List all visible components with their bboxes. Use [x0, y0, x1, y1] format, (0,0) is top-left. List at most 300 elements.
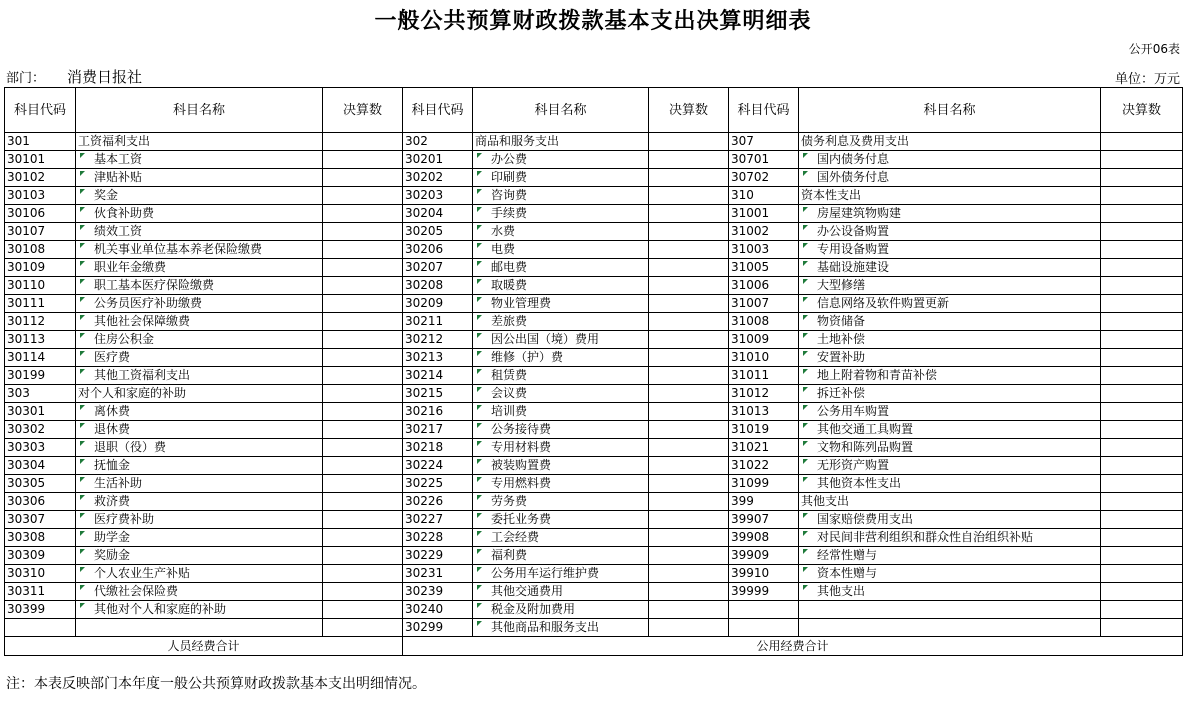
final-amount: [649, 601, 729, 619]
final-amount: [649, 529, 729, 547]
subject-code: 39908: [729, 529, 799, 547]
header-name-2: 科目名称: [473, 88, 649, 133]
table-header-row: [5, 88, 1183, 133]
table-row: [5, 133, 1183, 151]
final-amount: [1101, 529, 1183, 547]
subject-name: 津贴补贴: [76, 169, 323, 187]
subject-name: 办公费: [473, 151, 649, 169]
table-row: [5, 547, 1183, 565]
subject-name: 资本性支出: [799, 187, 1101, 205]
subject-code: 30309: [5, 547, 76, 565]
final-amount: [323, 457, 403, 475]
final-amount: [1101, 331, 1183, 349]
subject-name: 对个人和家庭的补助: [76, 385, 323, 403]
final-amount: [1101, 439, 1183, 457]
subject-name: 其他资本性支出: [799, 475, 1101, 493]
final-amount: [649, 187, 729, 205]
subject-code: 30310: [5, 565, 76, 583]
final-amount: [1101, 619, 1183, 637]
subject-name: 电费: [473, 241, 649, 259]
subject-name: 印刷费: [473, 169, 649, 187]
final-amount: [649, 421, 729, 439]
final-amount: [1101, 259, 1183, 277]
subject-name: 离休费: [76, 403, 323, 421]
subject-code: 30111: [5, 295, 76, 313]
final-amount: [1101, 385, 1183, 403]
subject-code: 30107: [5, 223, 76, 241]
subject-name: 专用燃料费: [473, 475, 649, 493]
subject-name: 救济费: [76, 493, 323, 511]
header-amount-2: 决算数: [649, 88, 729, 133]
final-amount: [1101, 457, 1183, 475]
final-amount: [649, 259, 729, 277]
subject-code: 30215: [403, 385, 473, 403]
final-amount: [649, 493, 729, 511]
final-amount: [649, 295, 729, 313]
final-amount: [1101, 187, 1183, 205]
final-amount: [323, 331, 403, 349]
final-amount: [1101, 349, 1183, 367]
final-amount: [649, 223, 729, 241]
subject-code: 39909: [729, 547, 799, 565]
header-code-3: 科目代码: [729, 88, 799, 133]
subject-code: 31003: [729, 241, 799, 259]
subject-name: 公务接待费: [473, 421, 649, 439]
final-amount: [1101, 475, 1183, 493]
subject-code: 39999: [729, 583, 799, 601]
subject-name: 医疗费补助: [76, 511, 323, 529]
subject-name: 基础设施建设: [799, 259, 1101, 277]
table-row: [5, 493, 1183, 511]
final-amount: [649, 331, 729, 349]
subject-name: 土地补偿: [799, 331, 1101, 349]
subject-name: 文物和陈列品购置: [799, 439, 1101, 457]
final-amount: [323, 187, 403, 205]
final-amount: [1101, 169, 1183, 187]
final-amount: [649, 565, 729, 583]
final-amount: [649, 313, 729, 331]
department-name: 消费日报社: [67, 68, 143, 86]
table-row: [5, 511, 1183, 529]
subject-code: 30209: [403, 295, 473, 313]
subject-name: 拆迁补偿: [799, 385, 1101, 403]
subject-code: 30214: [403, 367, 473, 385]
subject-name: 物业管理费: [473, 295, 649, 313]
subject-code: 30701: [729, 151, 799, 169]
subject-code: 399: [729, 493, 799, 511]
header-name-1: 科目名称: [76, 88, 323, 133]
final-amount: [1101, 367, 1183, 385]
subject-code: 30224: [403, 457, 473, 475]
subject-name: 债务利息及费用支出: [799, 133, 1101, 151]
subject-code: [729, 619, 799, 637]
final-amount: [649, 349, 729, 367]
subject-code: 31006: [729, 277, 799, 295]
subject-name: 大型修缮: [799, 277, 1101, 295]
subject-code: 30216: [403, 403, 473, 421]
final-amount: [323, 619, 403, 637]
subject-name: 会议费: [473, 385, 649, 403]
subject-name: 住房公积金: [76, 331, 323, 349]
final-amount: [323, 529, 403, 547]
subject-name: 水费: [473, 223, 649, 241]
table-row: [5, 439, 1183, 457]
subject-code: 30101: [5, 151, 76, 169]
final-amount: [649, 169, 729, 187]
subject-name: 物资储备: [799, 313, 1101, 331]
table-row: [5, 367, 1183, 385]
final-amount: [649, 511, 729, 529]
subject-name: 工资福利支出: [76, 133, 323, 151]
subject-code: 31022: [729, 457, 799, 475]
subject-code: 30228: [403, 529, 473, 547]
subject-name: 退职（役）费: [76, 439, 323, 457]
subject-name: 其他工资福利支出: [76, 367, 323, 385]
subject-code: 30225: [403, 475, 473, 493]
subject-code: 30301: [5, 403, 76, 421]
subject-name: 奖金: [76, 187, 323, 205]
subject-code: 31099: [729, 475, 799, 493]
subject-code: 30307: [5, 511, 76, 529]
subject-name: 其他交通费用: [473, 583, 649, 601]
final-amount: [323, 439, 403, 457]
final-amount: [649, 475, 729, 493]
subject-name: 工会经费: [473, 529, 649, 547]
subject-name: 代缴社会保险费: [76, 583, 323, 601]
subject-code: 31010: [729, 349, 799, 367]
final-amount: [1101, 511, 1183, 529]
table-row: [5, 313, 1183, 331]
subject-name: 商品和服务支出: [473, 133, 649, 151]
final-amount: [649, 205, 729, 223]
subject-name: 国内债务付息: [799, 151, 1101, 169]
subject-code: 30211: [403, 313, 473, 331]
final-amount: [323, 259, 403, 277]
final-amount: [323, 151, 403, 169]
final-amount: [649, 367, 729, 385]
subject-code: 31011: [729, 367, 799, 385]
subject-name: 税金及附加费用: [473, 601, 649, 619]
table-row: [5, 421, 1183, 439]
subject-code: 30218: [403, 439, 473, 457]
final-amount: [1101, 151, 1183, 169]
subject-name: 房屋建筑物购建: [799, 205, 1101, 223]
subject-name: 抚恤金: [76, 457, 323, 475]
department-line: [6, 66, 142, 87]
subject-code: 30103: [5, 187, 76, 205]
table-row: [5, 475, 1183, 493]
final-amount: [649, 547, 729, 565]
final-amount: [323, 547, 403, 565]
subject-name: 福利费: [473, 547, 649, 565]
subject-name: 劳务费: [473, 493, 649, 511]
subject-name: 资本性赠与: [799, 565, 1101, 583]
subject-name: 无形资产购置: [799, 457, 1101, 475]
final-amount: [323, 421, 403, 439]
subject-code: 30212: [403, 331, 473, 349]
subject-name: 咨询费: [473, 187, 649, 205]
subject-code: 30206: [403, 241, 473, 259]
subject-name: 公务员医疗补助缴费: [76, 295, 323, 313]
subject-code: 31012: [729, 385, 799, 403]
subject-name: [76, 619, 323, 637]
final-amount: [649, 619, 729, 637]
subject-name: 对民间非营利组织和群众性自治组织补贴: [799, 529, 1101, 547]
final-amount: [323, 511, 403, 529]
subject-name: 其他支出: [799, 583, 1101, 601]
subject-code: [729, 601, 799, 619]
final-amount: [323, 493, 403, 511]
subject-name: 租赁费: [473, 367, 649, 385]
subject-code: [5, 619, 76, 637]
subject-code: 30305: [5, 475, 76, 493]
subject-code: 30702: [729, 169, 799, 187]
subject-name: 手续费: [473, 205, 649, 223]
subject-code: 30226: [403, 493, 473, 511]
final-amount: [1101, 241, 1183, 259]
subject-name: 安置补助: [799, 349, 1101, 367]
final-amount: [649, 151, 729, 169]
subject-code: 30311: [5, 583, 76, 601]
subject-name: 信息网络及软件购置更新: [799, 295, 1101, 313]
subject-name: 被装购置费: [473, 457, 649, 475]
subject-code: 30102: [5, 169, 76, 187]
subject-code: 30205: [403, 223, 473, 241]
table-row: [5, 331, 1183, 349]
subject-name: 差旅费: [473, 313, 649, 331]
final-amount: [1101, 601, 1183, 619]
final-amount: [1101, 277, 1183, 295]
subject-name: 职业年金缴费: [76, 259, 323, 277]
final-amount: [323, 205, 403, 223]
table-row: [5, 565, 1183, 583]
final-amount: [323, 169, 403, 187]
table-row: [5, 601, 1183, 619]
subject-name: 因公出国（境）费用: [473, 331, 649, 349]
subject-name: 生活补助: [76, 475, 323, 493]
final-amount: [649, 241, 729, 259]
subject-code: 310: [729, 187, 799, 205]
table-row: [5, 403, 1183, 421]
subject-code: 31007: [729, 295, 799, 313]
table-row: [5, 529, 1183, 547]
subject-code: 30239: [403, 583, 473, 601]
subject-code: 30202: [403, 169, 473, 187]
subject-code: 31019: [729, 421, 799, 439]
table-row: [5, 277, 1183, 295]
subject-name: 地上附着物和青苗补偿: [799, 367, 1101, 385]
subject-name: 绩效工资: [76, 223, 323, 241]
subject-code: 30108: [5, 241, 76, 259]
final-amount: [323, 385, 403, 403]
final-amount: [649, 133, 729, 151]
page-title: 一般公共预算财政拨款基本支出决算明细表: [374, 8, 812, 34]
subject-name: 国家赔偿费用支出: [799, 511, 1101, 529]
final-amount: [1101, 223, 1183, 241]
subject-name: 基本工资: [76, 151, 323, 169]
subject-code: 31008: [729, 313, 799, 331]
subject-code: 30208: [403, 277, 473, 295]
final-amount: [1101, 421, 1183, 439]
subject-name: 个人农业生产补贴: [76, 565, 323, 583]
subject-name: 公务用车购置: [799, 403, 1101, 421]
subject-code: 30399: [5, 601, 76, 619]
subject-code: 30213: [403, 349, 473, 367]
subject-code: 30306: [5, 493, 76, 511]
final-amount: [1101, 313, 1183, 331]
expenditure-table: [4, 87, 1183, 656]
final-amount: [323, 295, 403, 313]
subject-code: 30217: [403, 421, 473, 439]
subject-name: 取暖费: [473, 277, 649, 295]
subject-code: 31021: [729, 439, 799, 457]
table-row: [5, 241, 1183, 259]
table-row: [5, 385, 1183, 403]
subject-code: 30113: [5, 331, 76, 349]
final-amount: [1101, 493, 1183, 511]
subject-code: 30231: [403, 565, 473, 583]
table-row: [5, 619, 1183, 637]
subject-name: 奖励金: [76, 547, 323, 565]
header-code-1: 科目代码: [5, 88, 76, 133]
totals-row: [5, 637, 1183, 656]
subject-code: 31001: [729, 205, 799, 223]
subject-name: [799, 619, 1101, 637]
subject-code: 30207: [403, 259, 473, 277]
header-amount-3: 决算数: [1101, 88, 1183, 133]
subject-name: 机关事业单位基本养老保险缴费: [76, 241, 323, 259]
subject-code: 31013: [729, 403, 799, 421]
final-amount: [323, 475, 403, 493]
subject-name: 退休费: [76, 421, 323, 439]
final-amount: [1101, 565, 1183, 583]
subject-name: 培训费: [473, 403, 649, 421]
subject-code: 302: [403, 133, 473, 151]
subject-name: 经常性赠与: [799, 547, 1101, 565]
table-body: [5, 133, 1183, 637]
subject-name: 办公设备购置: [799, 223, 1101, 241]
subject-code: 31005: [729, 259, 799, 277]
subject-code: 30299: [403, 619, 473, 637]
subject-code: 30199: [5, 367, 76, 385]
subject-name: 职工基本医疗保险缴费: [76, 277, 323, 295]
table-row: [5, 187, 1183, 205]
subject-name: 国外债务付息: [799, 169, 1101, 187]
final-amount: [323, 601, 403, 619]
subject-code: 30201: [403, 151, 473, 169]
subject-name: 其他对个人和家庭的补助: [76, 601, 323, 619]
final-amount: [1101, 403, 1183, 421]
final-amount: [323, 583, 403, 601]
subject-code: 31002: [729, 223, 799, 241]
subject-code: 30302: [5, 421, 76, 439]
table-row: [5, 169, 1183, 187]
subject-name: 专用材料费: [473, 439, 649, 457]
subject-code: 307: [729, 133, 799, 151]
subject-code: 30229: [403, 547, 473, 565]
table-row: [5, 223, 1183, 241]
final-amount: [649, 583, 729, 601]
subject-code: 30240: [403, 601, 473, 619]
subject-name: 其他商品和服务支出: [473, 619, 649, 637]
table-row: [5, 205, 1183, 223]
public-total-label: 公用经费合计: [403, 637, 1183, 656]
subject-code: 30110: [5, 277, 76, 295]
final-amount: [323, 349, 403, 367]
subject-code: 31009: [729, 331, 799, 349]
final-amount: [649, 277, 729, 295]
footnote: 注：本表反映部门本年度一般公共预算财政拨款基本支出明细情况。: [6, 676, 426, 692]
subject-code: 30109: [5, 259, 76, 277]
subject-name: 其他支出: [799, 493, 1101, 511]
final-amount: [323, 313, 403, 331]
final-amount: [323, 367, 403, 385]
subject-name: 委托业务费: [473, 511, 649, 529]
final-amount: [323, 133, 403, 151]
subject-name: 其他社会保障缴费: [76, 313, 323, 331]
table-row: [5, 295, 1183, 313]
subject-name: 伙食补助费: [76, 205, 323, 223]
subject-code: 30227: [403, 511, 473, 529]
table-row: [5, 457, 1183, 475]
subject-name: 专用设备购置: [799, 241, 1101, 259]
final-amount: [649, 457, 729, 475]
subject-name: 维修（护）费: [473, 349, 649, 367]
header-name-3: 科目名称: [799, 88, 1101, 133]
form-code: 公开06表: [1128, 42, 1180, 56]
subject-code: 30106: [5, 205, 76, 223]
subject-name: 邮电费: [473, 259, 649, 277]
final-amount: [649, 385, 729, 403]
table-row: [5, 151, 1183, 169]
subject-code: 30308: [5, 529, 76, 547]
subject-code: 30114: [5, 349, 76, 367]
final-amount: [323, 565, 403, 583]
personnel-total-label: 人员经费合计: [5, 637, 403, 656]
table-row: [5, 259, 1183, 277]
subject-code: 303: [5, 385, 76, 403]
final-amount: [323, 277, 403, 295]
final-amount: [323, 403, 403, 421]
unit-label: 单位：万元: [1114, 72, 1180, 87]
subject-name: 公务用车运行维护费: [473, 565, 649, 583]
subject-code: 39910: [729, 565, 799, 583]
department-label: 部门：: [6, 71, 46, 86]
final-amount: [1101, 547, 1183, 565]
subject-name: 其他交通工具购置: [799, 421, 1101, 439]
subject-code: 301: [5, 133, 76, 151]
final-amount: [1101, 205, 1183, 223]
subject-name: [799, 601, 1101, 619]
subject-name: 助学金: [76, 529, 323, 547]
final-amount: [323, 241, 403, 259]
subject-name: 医疗费: [76, 349, 323, 367]
subject-code: 39907: [729, 511, 799, 529]
subject-code: 30304: [5, 457, 76, 475]
final-amount: [1101, 583, 1183, 601]
subject-code: 30204: [403, 205, 473, 223]
final-amount: [649, 403, 729, 421]
table-row: [5, 583, 1183, 601]
subject-code: 30112: [5, 313, 76, 331]
final-amount: [323, 223, 403, 241]
subject-code: 30303: [5, 439, 76, 457]
final-amount: [1101, 295, 1183, 313]
header-amount-1: 决算数: [323, 88, 403, 133]
header-code-2: 科目代码: [403, 88, 473, 133]
table-row: [5, 349, 1183, 367]
final-amount: [1101, 133, 1183, 151]
